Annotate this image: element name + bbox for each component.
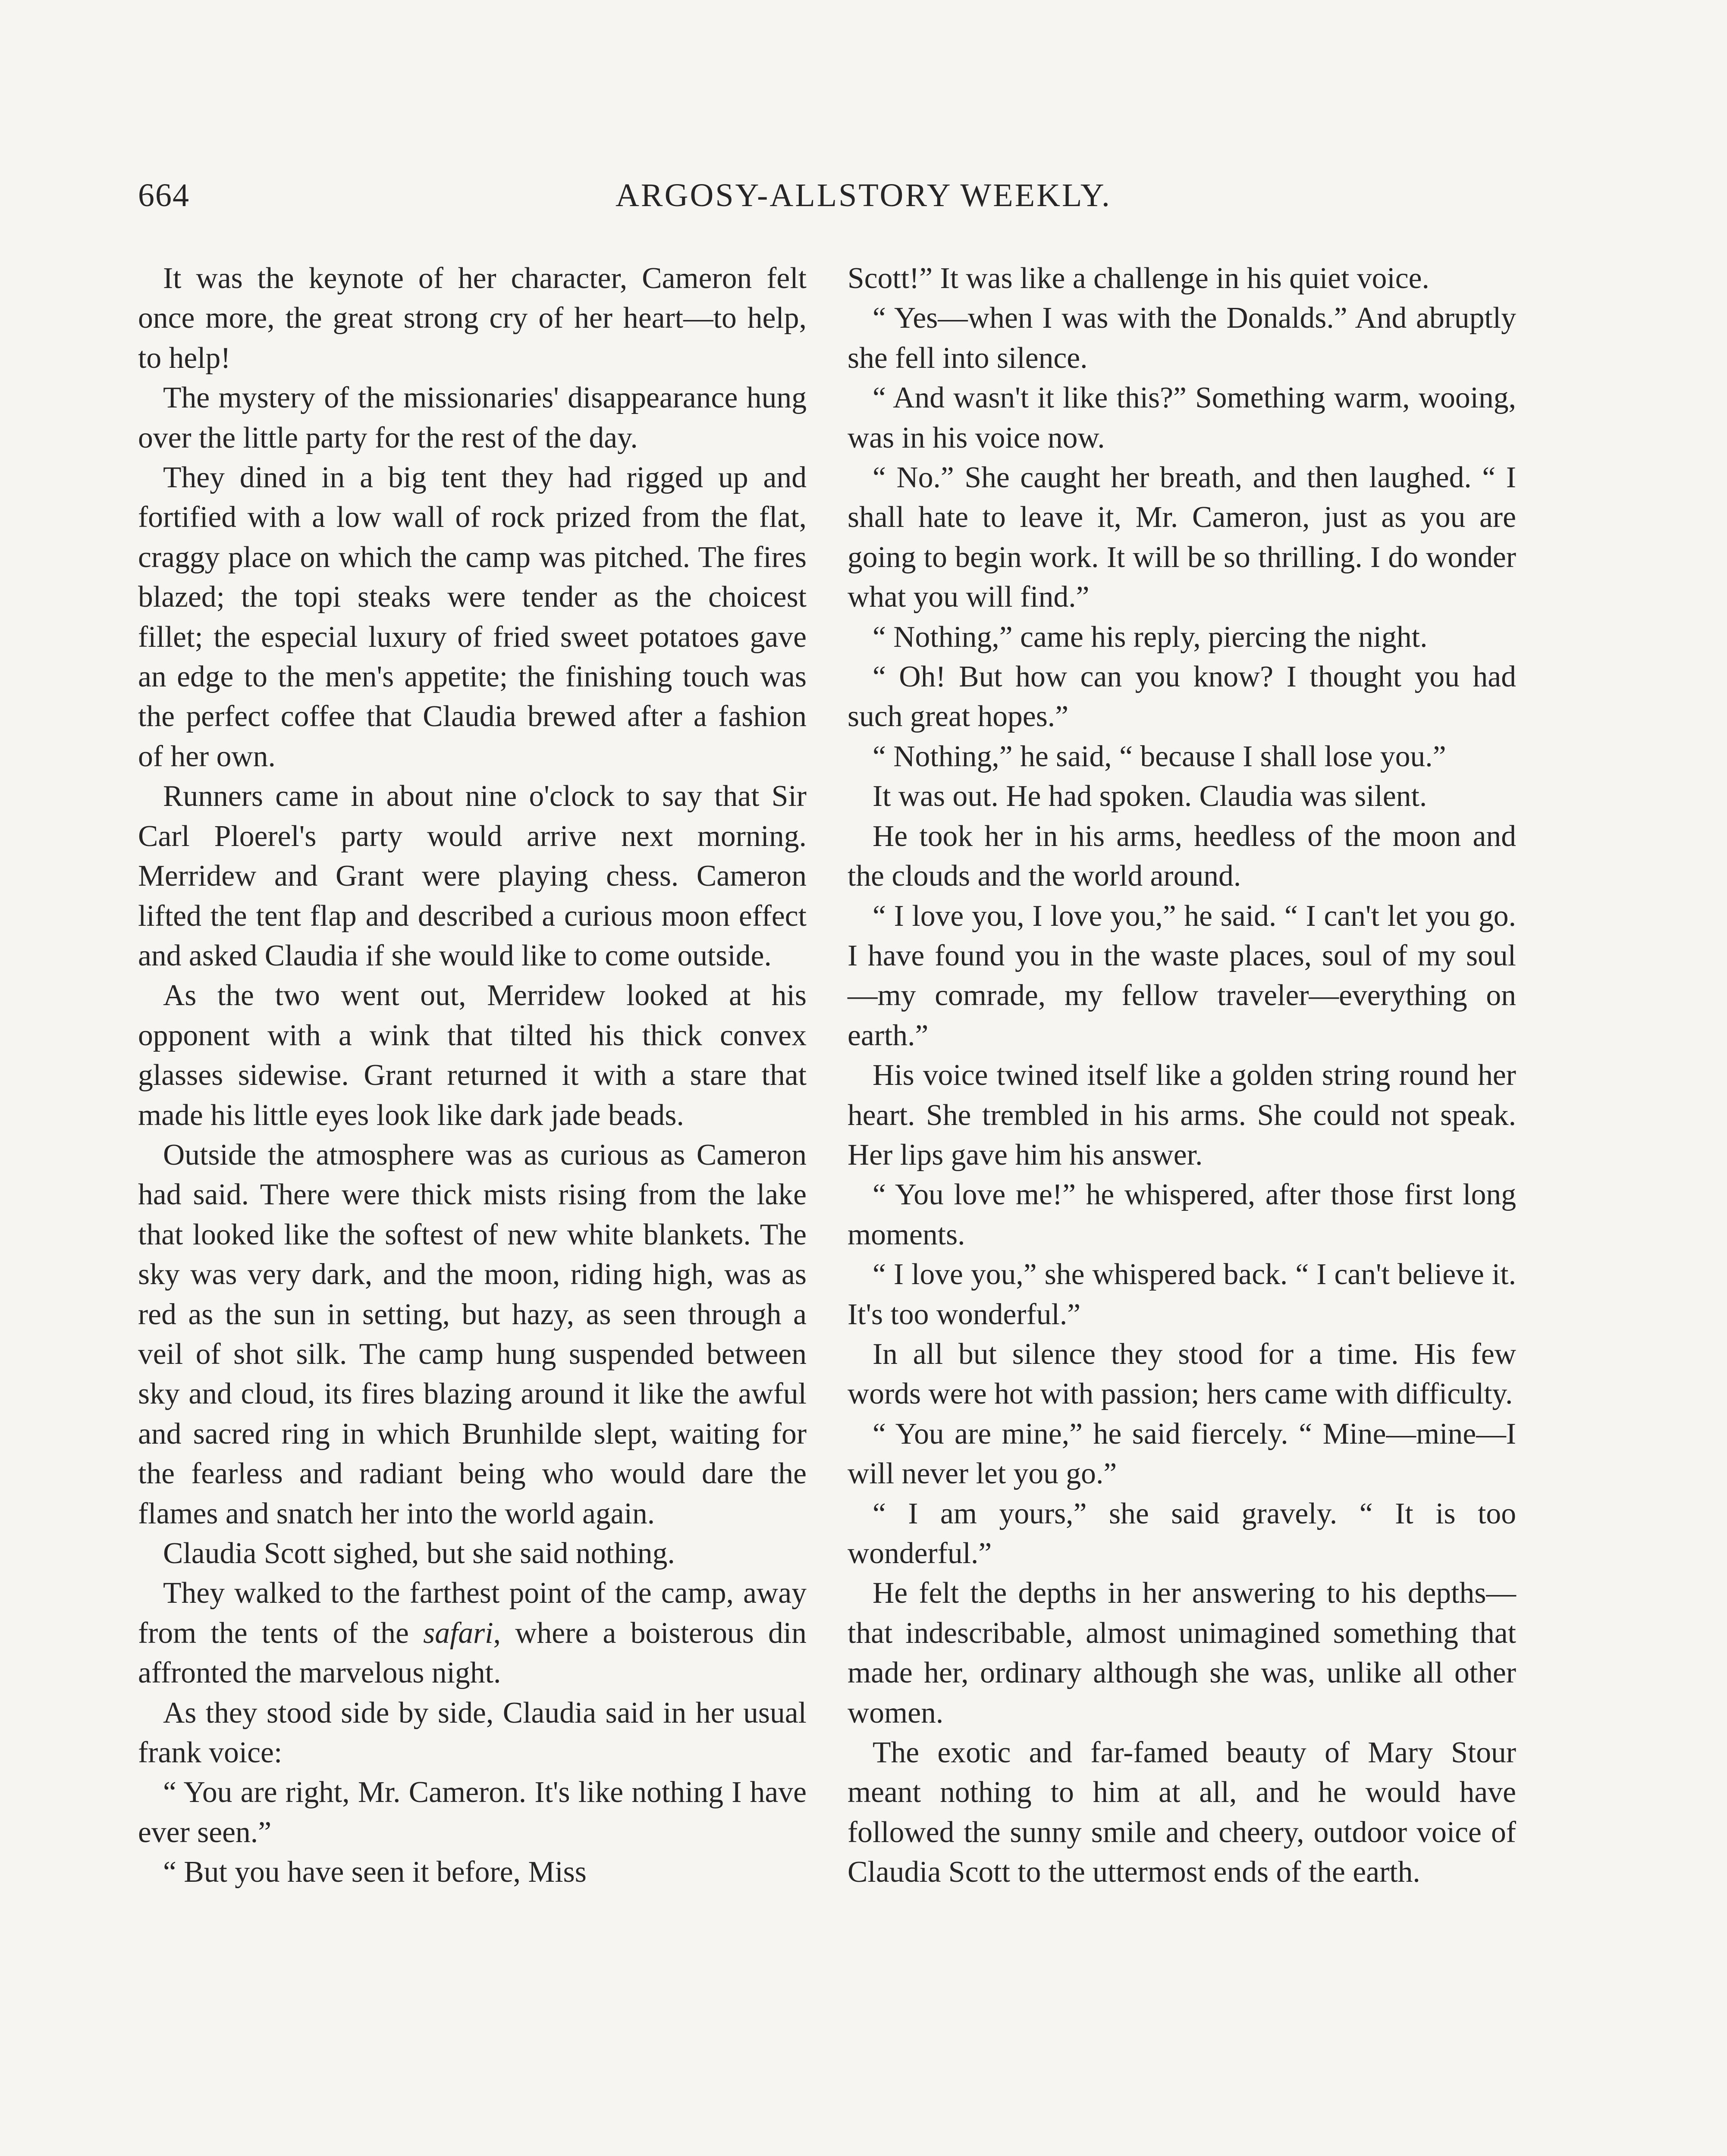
paragraph: Claudia Scott sighed, but she said nothing. bbox=[163, 1537, 675, 1570]
paragraph: As the two went out, Merridew looked at his opponent with a wink that tilted his thick convex glasses sidewise. Grant returned it with a stare that made his little eyes look like dark jade beads. bbox=[138, 979, 807, 1132]
paragraph: They dined in a big tent they had rigged up and fortified with a low wall of rock prized from the flat, craggy place on which the camp was pitched. The fires blazed; the topi steaks were tender as the choicest fillet; the especial luxury of fried sweet potatoes gave an edge to the men's appetite; the finishing touch was the perfect coffee that Claudia brewed after a fashion of her own. bbox=[138, 461, 807, 773]
paragraph: In all but silence they stood for a time. His few words were hot with passion; hers came with difficulty. bbox=[848, 1337, 1516, 1411]
paragraph: “ And wasn't it like this?” Something warm, wooing, was in his voice now. bbox=[848, 381, 1516, 454]
paragraph: It was out. He had spoken. Claudia was silent. bbox=[873, 780, 1427, 813]
paragraph: “ Oh! But how can you know? I thought you had such great hopes.” bbox=[848, 660, 1516, 733]
paragraph: It was the keynote of her character, Cameron felt once more, the great strong cry of her heart—to help, to help! bbox=[138, 262, 807, 375]
page-number: 664 bbox=[138, 177, 190, 213]
paragraph: The mystery of the missionaries' disappearance hung over the little party for the rest of the day. bbox=[138, 381, 807, 454]
paragraph: “ Nothing,” he said, “ because I shall lose you.” bbox=[873, 740, 1446, 773]
paragraph: They walked to the farthest point of the camp, away from the tents of the safari, where a boisterous din affronted the marvelous night. bbox=[138, 1576, 807, 1690]
paragraph: “ I am yours,” she said gravely. “ It is too wonderful.” bbox=[848, 1497, 1516, 1570]
running-title: ARGOSY-ALLSTORY WEEKLY. bbox=[615, 177, 1112, 213]
paragraph: The exotic and far-famed beauty of Mary Stour meant nothing to him at all, and he would have followed the sunny smile and cheery, outdoor voice of Claudia Scott to the uttermost ends of the earth. bbox=[848, 1736, 1516, 1889]
left-column bbox=[138, 259, 807, 1893]
paragraph: “ Nothing,” came his reply, piercing the night. bbox=[873, 620, 1428, 654]
italic-word: safari bbox=[423, 1616, 493, 1650]
paragraph: Outside the atmosphere was as curious as Cameron had said. There were thick mists rising from the lake that looked like the softest of new white blankets. The sky was very dark, and the moon, riding high, was as red as the sun in setting, but hazy, as seen through a veil of shot silk. The camp hung suspended between sky and cloud, its fires blazing around it like the awful and sacred ring in which Brunhilde slept, waiting for the fearless and radiant being who would dare the flames and snatch her into the world again. bbox=[138, 1138, 807, 1530]
page-header bbox=[0, 177, 1727, 224]
paragraph: “ But you have seen it before, Miss bbox=[163, 1855, 587, 1889]
paragraph: He took her in his arms, heedless of the moon and the clouds and the world around. bbox=[848, 819, 1516, 893]
right-column bbox=[848, 259, 1516, 1893]
paragraph: “ I love you, I love you,” he said. “ I can't let you go. I have found you in the waste places, soul of my soul—my comrade, my fellow traveler—everything on earth.” bbox=[848, 899, 1516, 1052]
paragraph: His voice twined itself like a golden string round her heart. She trembled in his arms. She could not speak. Her lips gave him his answer. bbox=[848, 1059, 1516, 1172]
paragraph: “ Yes—when I was with the Donalds.” And abruptly she fell into silence. bbox=[848, 301, 1516, 375]
paragraph: He felt the depths in her answering to his depths—that indescribable, almost unimagined something that made her, ordinary although she was, unlike all other women. bbox=[848, 1576, 1516, 1730]
paragraph: “ You are right, Mr. Cameron. It's like nothing I have ever seen.” bbox=[138, 1776, 807, 1849]
paragraph: Runners came in about nine o'clock to say that Sir Carl Ploerel's party would arrive next morning. Merridew and Grant were playing chess. Cameron lifted the tent flap and described a curious moon effect and asked Claudia if she would like to come outside. bbox=[138, 780, 807, 972]
paragraph: “ You love me!” he whispered, after those first long moments. bbox=[848, 1178, 1516, 1251]
paragraph: “ No.” She caught her breath, and then laughed. “ I shall hate to leave it, Mr. Cameron, just as you are going to begin work. It will be so thrilling. I do wonder what you will find.” bbox=[848, 461, 1516, 614]
paragraph: Scott!” It was like a challenge in his quiet voice. bbox=[848, 262, 1429, 295]
paragraph: “ I love you,” she whispered back. “ I can't believe it. It's too wonderful.” bbox=[848, 1258, 1516, 1331]
paragraph: As they stood side by side, Claudia said in her usual frank voice: bbox=[138, 1696, 807, 1770]
paragraph: “ You are mine,” he said fiercely. “ Mine—mine—I will never let you go.” bbox=[848, 1417, 1516, 1491]
